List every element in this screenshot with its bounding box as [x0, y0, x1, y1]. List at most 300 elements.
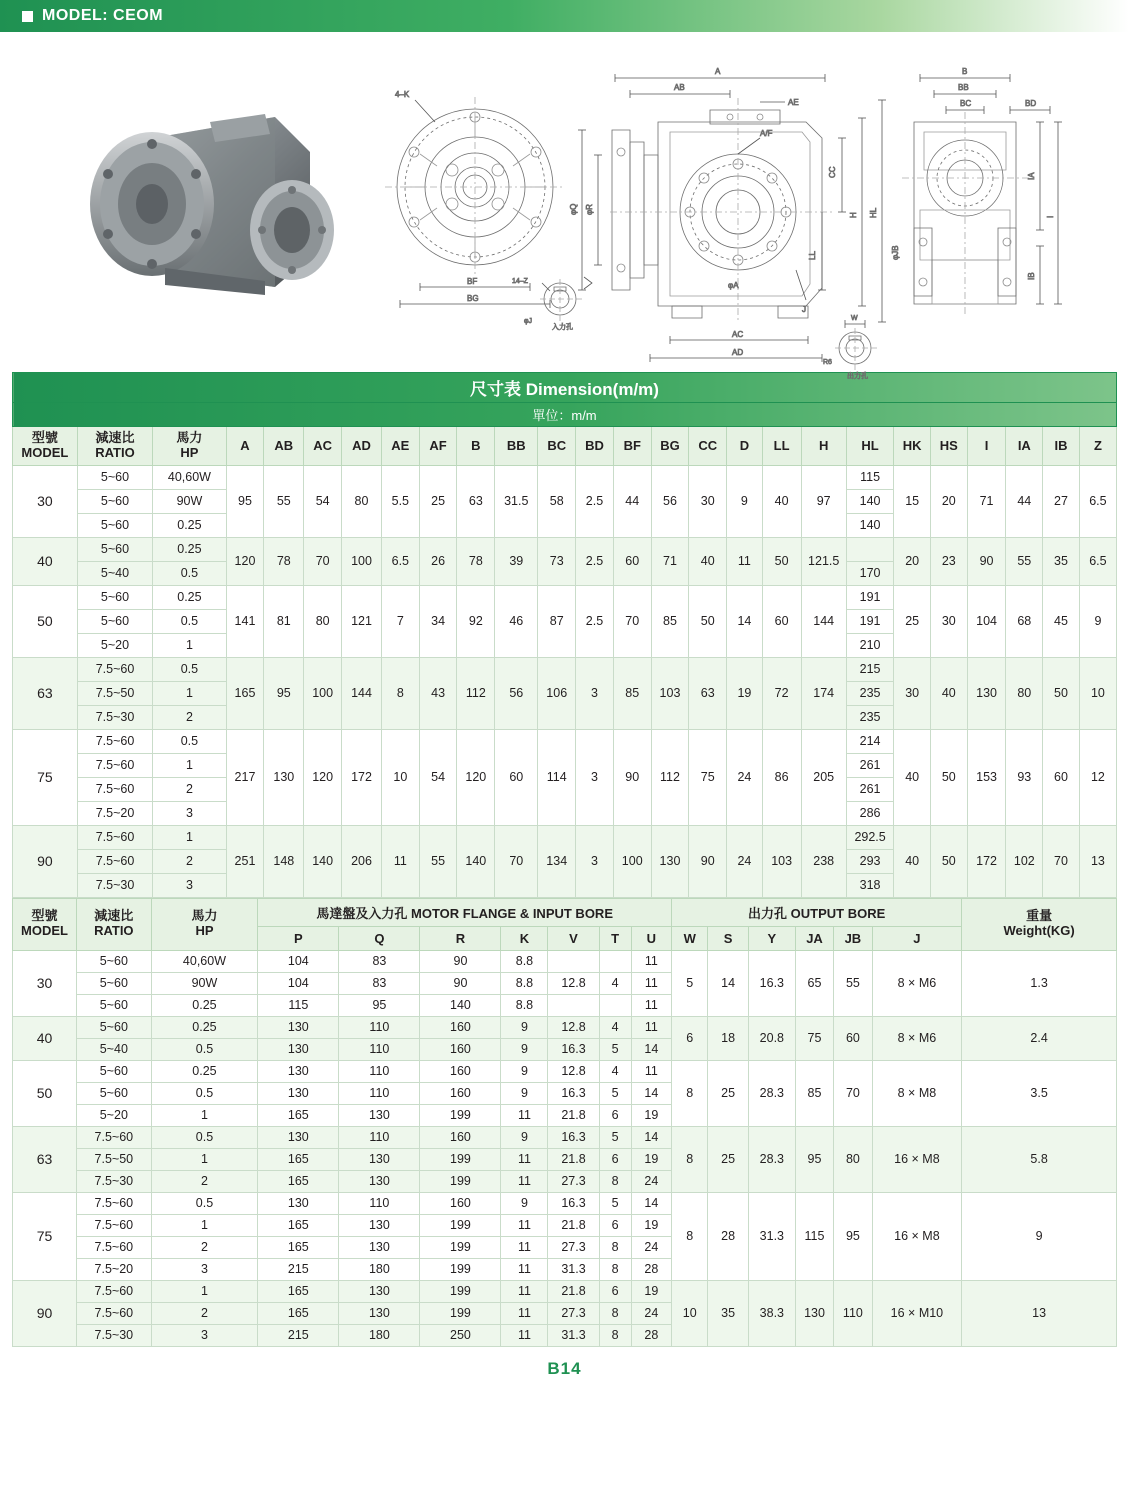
cell-V: [548, 950, 599, 972]
cell-HL: [846, 537, 893, 561]
cell-H: 205: [801, 729, 846, 825]
cell-U: 11: [631, 972, 672, 994]
cell-hp: 2: [151, 1170, 258, 1192]
cell-K: 11: [501, 1170, 548, 1192]
cell-JA: 115: [795, 1192, 833, 1280]
cell-hp: 2: [151, 1236, 258, 1258]
cell-P: 165: [258, 1104, 339, 1126]
cell-AE: 5.5: [381, 465, 419, 537]
cell-LL: 72: [762, 657, 801, 729]
svg-text:BC: BC: [960, 99, 972, 108]
cell-U: 28: [631, 1324, 672, 1346]
cell-T: 5: [599, 1082, 631, 1104]
cell-hp: 1: [153, 633, 226, 657]
cell-HS: 20: [930, 465, 967, 537]
cell-BC: 87: [538, 585, 576, 657]
cell-weight: 13: [962, 1280, 1117, 1346]
cell-S: 14: [708, 950, 749, 1016]
cell-CC: 30: [689, 465, 727, 537]
cell-I: 153: [967, 729, 1006, 825]
svg-text:HL: HL: [869, 207, 878, 218]
cell-HL: 191: [846, 609, 893, 633]
cell-IB: 35: [1043, 537, 1080, 585]
header-col-AF: AF: [419, 427, 457, 466]
dimension-table: [12, 372, 1117, 898]
cell-V: 16.3: [548, 1192, 599, 1214]
cell-weight: 3.5: [962, 1060, 1117, 1126]
cell-Q: 110: [339, 1016, 420, 1038]
cell-AC: 80: [304, 585, 342, 657]
cell-T: 5: [599, 1192, 631, 1214]
cell-ratio: 7.5~60: [76, 1236, 151, 1258]
svg-text:BG: BG: [467, 294, 479, 303]
cell-V: 21.8: [548, 1214, 599, 1236]
cell-hp: 0.25: [151, 1016, 258, 1038]
cell-hp: 1: [153, 681, 226, 705]
cell-Z: 9: [1079, 585, 1116, 657]
cell-R: 199: [420, 1280, 501, 1302]
cell-T: 4: [599, 1060, 631, 1082]
cell-R: 250: [420, 1324, 501, 1346]
cell-AC: 70: [304, 537, 342, 585]
cell-T: 8: [599, 1302, 631, 1324]
svg-text:A: A: [715, 67, 721, 76]
cell-AC: 54: [304, 465, 342, 537]
cell-HK: 40: [894, 825, 931, 897]
cell-HL: 286: [846, 801, 893, 825]
table-row: [13, 1280, 1117, 1302]
cell-AE: 6.5: [381, 537, 419, 585]
cell-K: 11: [501, 1280, 548, 1302]
cell-Z: 6.5: [1079, 465, 1116, 537]
cell-K: 9: [501, 1126, 548, 1148]
dimension-table-wrap: [0, 372, 1129, 1347]
cell-BG: 71: [651, 537, 689, 585]
header-col-B: B: [457, 427, 495, 466]
cell-CC: 50: [689, 585, 727, 657]
cell-Y: 28.3: [748, 1126, 795, 1192]
cell-ratio: 5~20: [77, 633, 153, 657]
cell-B: 92: [457, 585, 495, 657]
cell-Q: 180: [339, 1324, 420, 1346]
illustration-area: [0, 32, 1129, 380]
cell-IA: 93: [1006, 729, 1043, 825]
svg-text:φA: φA: [728, 281, 739, 290]
cell-Y: 38.3: [748, 1280, 795, 1346]
cell-ratio: 5~60: [77, 465, 153, 489]
cell-weight: 9: [962, 1192, 1117, 1280]
cell-hp: 0.5: [153, 657, 226, 681]
cell-D: 11: [727, 537, 763, 585]
header-col-IB: IB: [1043, 427, 1080, 466]
cell-BG: 85: [651, 585, 689, 657]
header-motor-flange-group: 馬達盤及入力孔 MOTOR FLANGE & INPUT BORE: [258, 898, 672, 926]
cell-Q: 83: [339, 972, 420, 994]
cell-hp: 1: [153, 753, 226, 777]
cell-V: 27.3: [548, 1236, 599, 1258]
cell-P: 130: [258, 1038, 339, 1060]
header-col-T: T: [599, 926, 631, 950]
table-row: [13, 1016, 1117, 1038]
cell-ratio: 7.5~30: [77, 705, 153, 729]
cell-K: 9: [501, 1016, 548, 1038]
header-col-AB: AB: [264, 427, 304, 466]
cell-T: 8: [599, 1236, 631, 1258]
header-col-AD: AD: [342, 427, 382, 466]
svg-text:H: H: [849, 212, 858, 218]
cell-U: 11: [631, 1016, 672, 1038]
cell-HK: 30: [894, 657, 931, 729]
cell-HL: 235: [846, 705, 893, 729]
cell-B: 78: [457, 537, 495, 585]
cell-ratio: 5~20: [76, 1104, 151, 1126]
svg-text:CC: CC: [828, 166, 837, 178]
cell-hp: 0.25: [153, 513, 226, 537]
cell-model: 63: [13, 1126, 77, 1192]
cell-hp: 2: [153, 777, 226, 801]
cell-LL: 60: [762, 585, 801, 657]
cell-AF: 55: [419, 825, 457, 897]
cell-H: 97: [801, 465, 846, 537]
svg-text:B: B: [962, 67, 968, 76]
cell-AD: 172: [342, 729, 382, 825]
cell-hp: 90W: [153, 489, 226, 513]
table-row: [13, 1126, 1117, 1148]
cell-B: 112: [457, 657, 495, 729]
cell-BC: 106: [538, 657, 576, 729]
cell-V: 31.3: [548, 1258, 599, 1280]
cell-A: 95: [226, 465, 264, 537]
cell-IB: 70: [1043, 825, 1080, 897]
header-ratio: 減速比 RATIO: [76, 898, 151, 950]
cell-BF: 44: [613, 465, 651, 537]
cell-JB: 80: [834, 1126, 872, 1192]
cell-T: 6: [599, 1280, 631, 1302]
header-col-LL: LL: [762, 427, 801, 466]
header-col-D: D: [727, 427, 763, 466]
cell-T: 5: [599, 1126, 631, 1148]
cell-hp: 2: [153, 705, 226, 729]
cell-CC: 75: [689, 729, 727, 825]
cell-V: 12.8: [548, 1016, 599, 1038]
cell-ratio: 7.5~60: [77, 825, 153, 849]
cell-ratio: 7.5~60: [76, 1192, 151, 1214]
svg-text:IA: IA: [1027, 172, 1036, 180]
cell-P: 130: [258, 1192, 339, 1214]
cell-hp: 1: [153, 825, 226, 849]
table-row: [13, 950, 1117, 972]
cell-Q: 130: [339, 1104, 420, 1126]
cell-K: 8.8: [501, 994, 548, 1016]
cell-ratio: 5~40: [76, 1038, 151, 1060]
cell-hp: 0.5: [153, 561, 226, 585]
cell-HL: 261: [846, 753, 893, 777]
cell-V: 27.3: [548, 1302, 599, 1324]
cell-BB: 46: [495, 585, 538, 657]
cell-U: 11: [631, 1060, 672, 1082]
header-col-U: U: [631, 926, 672, 950]
cell-R: 199: [420, 1214, 501, 1236]
cell-V: 16.3: [548, 1038, 599, 1060]
cell-AE: 10: [381, 729, 419, 825]
cell-IB: 60: [1043, 729, 1080, 825]
cell-Y: 31.3: [748, 1192, 795, 1280]
cell-BD: 2.5: [576, 537, 614, 585]
cell-ratio: 5~60: [77, 585, 153, 609]
cell-Z: 6.5: [1079, 537, 1116, 585]
cell-JB: 110: [834, 1280, 872, 1346]
cell-R: 160: [420, 1060, 501, 1082]
cell-Q: 110: [339, 1038, 420, 1060]
cell-BC: 73: [538, 537, 576, 585]
cell-weight: 1.3: [962, 950, 1117, 1016]
cell-U: 11: [631, 994, 672, 1016]
cell-D: 24: [727, 825, 763, 897]
cell-BC: 134: [538, 825, 576, 897]
cell-S: 25: [708, 1060, 749, 1126]
header-col-V: V: [548, 926, 599, 950]
cell-P: 215: [258, 1324, 339, 1346]
header-col-H: H: [801, 427, 846, 466]
cell-BG: 112: [651, 729, 689, 825]
cell-Q: 95: [339, 994, 420, 1016]
cell-D: 19: [727, 657, 763, 729]
svg-text:IB: IB: [1027, 272, 1036, 280]
cell-LL: 50: [762, 537, 801, 585]
cell-hp: 1: [151, 1214, 258, 1236]
dimension-table-subtitle: 單位：m/m: [13, 403, 1117, 427]
svg-text:AC: AC: [732, 330, 744, 339]
cell-BB: 31.5: [495, 465, 538, 537]
cell-H: 121.5: [801, 537, 846, 585]
cell-ratio: 7.5~20: [76, 1258, 151, 1280]
header-model: 型號 MODEL: [13, 898, 77, 950]
cell-V: 16.3: [548, 1126, 599, 1148]
header-col-HL: HL: [846, 427, 893, 466]
cell-weight: 5.8: [962, 1126, 1117, 1192]
cell-BF: 90: [613, 729, 651, 825]
cell-model: 90: [13, 825, 78, 897]
svg-text:入力孔: 入力孔: [552, 324, 573, 331]
cell-S: 18: [708, 1016, 749, 1060]
header-col-S: S: [708, 926, 749, 950]
cell-ratio: 7.5~30: [76, 1170, 151, 1192]
header-col-AC: AC: [304, 427, 342, 466]
cell-ratio: 7.5~50: [76, 1148, 151, 1170]
cell-HL: 261: [846, 777, 893, 801]
cell-hp: 1: [151, 1280, 258, 1302]
header-col-BF: BF: [613, 427, 651, 466]
cell-I: 90: [967, 537, 1006, 585]
cell-ratio: 7.5~60: [77, 657, 153, 681]
cell-hp: 0.5: [151, 1038, 258, 1060]
cell-AC: 100: [304, 657, 342, 729]
cell-R: 199: [420, 1148, 501, 1170]
cell-B: 120: [457, 729, 495, 825]
header-hp: 馬力 HP: [151, 898, 258, 950]
cell-P: 104: [258, 950, 339, 972]
cell-HL: 170: [846, 561, 893, 585]
cell-CC: 40: [689, 537, 727, 585]
cell-JB: 60: [834, 1016, 872, 1060]
cell-BF: 60: [613, 537, 651, 585]
header-hp: 馬力 HP: [153, 427, 226, 466]
header-col-W: W: [672, 926, 708, 950]
cell-ratio: 5~60: [77, 537, 153, 561]
cell-V: 21.8: [548, 1148, 599, 1170]
header-col-P: P: [258, 926, 339, 950]
cell-K: 8.8: [501, 972, 548, 994]
cell-AB: 78: [264, 537, 304, 585]
cell-ratio: 7.5~60: [77, 753, 153, 777]
cell-P: 104: [258, 972, 339, 994]
cell-hp: 90W: [151, 972, 258, 994]
cell-AF: 26: [419, 537, 457, 585]
cell-U: 11: [631, 950, 672, 972]
cell-P: 165: [258, 1236, 339, 1258]
header-square-icon: [22, 11, 33, 22]
cell-hp: 0.25: [153, 585, 226, 609]
header-col-CC: CC: [689, 427, 727, 466]
cell-S: 28: [708, 1192, 749, 1280]
cell-BD: 3: [576, 825, 614, 897]
cell-I: 130: [967, 657, 1006, 729]
cell-P: 115: [258, 994, 339, 1016]
cell-Q: 130: [339, 1236, 420, 1258]
cell-HK: 20: [894, 537, 931, 585]
cell-ratio: 5~60: [76, 994, 151, 1016]
svg-text:14–Z: 14–Z: [512, 278, 528, 285]
bore-table-group-header-row: [13, 898, 1117, 926]
cell-R: 90: [420, 950, 501, 972]
cell-B: 63: [457, 465, 495, 537]
cell-U: 19: [631, 1214, 672, 1236]
cell-D: 9: [727, 465, 763, 537]
cell-P: 130: [258, 1126, 339, 1148]
header-col-BC: BC: [538, 427, 576, 466]
cell-A: 251: [226, 825, 264, 897]
cell-hp: 0.5: [151, 1126, 258, 1148]
cell-P: 165: [258, 1214, 339, 1236]
table-row: [13, 729, 1117, 753]
cell-AF: 43: [419, 657, 457, 729]
cell-P: 130: [258, 1016, 339, 1038]
header-col-BG: BG: [651, 427, 689, 466]
cell-model: 50: [13, 1060, 77, 1126]
header-col-A: A: [226, 427, 264, 466]
svg-text:I: I: [1046, 215, 1055, 218]
cell-J: 16 × M8: [872, 1126, 962, 1192]
cell-Q: 130: [339, 1170, 420, 1192]
cell-hp: 3: [151, 1324, 258, 1346]
cell-weight: 2.4: [962, 1016, 1117, 1060]
svg-text:A/F: A/F: [760, 129, 773, 138]
model-title: MODEL: CEOM: [42, 7, 164, 24]
cell-T: 4: [599, 972, 631, 994]
cell-U: 14: [631, 1126, 672, 1148]
cell-Q: 180: [339, 1258, 420, 1280]
cell-K: 11: [501, 1236, 548, 1258]
table-row: [13, 1060, 1117, 1082]
cell-T: 8: [599, 1258, 631, 1280]
cell-hp: 2: [151, 1302, 258, 1324]
cell-hp: 2: [153, 849, 226, 873]
cell-AD: 80: [342, 465, 382, 537]
svg-text:出力孔: 出力孔: [847, 373, 868, 380]
cell-U: 14: [631, 1038, 672, 1060]
cell-HS: 40: [930, 657, 967, 729]
cell-R: 160: [420, 1082, 501, 1104]
svg-text:AE: AE: [788, 98, 799, 107]
cell-Q: 110: [339, 1082, 420, 1104]
cell-LL: 86: [762, 729, 801, 825]
cell-BF: 85: [613, 657, 651, 729]
cell-V: 31.3: [548, 1324, 599, 1346]
cell-hp: 40,60W: [151, 950, 258, 972]
cell-K: 11: [501, 1214, 548, 1236]
svg-text:BD: BD: [1025, 99, 1037, 108]
cell-AB: 130: [264, 729, 304, 825]
cell-BB: 39: [495, 537, 538, 585]
cell-HS: 23: [930, 537, 967, 585]
cell-hp: 3: [153, 801, 226, 825]
cell-A: 120: [226, 537, 264, 585]
cell-Q: 130: [339, 1302, 420, 1324]
header-col-IA: IA: [1006, 427, 1043, 466]
cell-U: 19: [631, 1280, 672, 1302]
svg-text:AD: AD: [732, 348, 744, 357]
cell-ratio: 5~40: [77, 561, 153, 585]
cell-V: 12.8: [548, 1060, 599, 1082]
cell-K: 9: [501, 1038, 548, 1060]
dimension-table-title-row: [13, 373, 1117, 403]
svg-text:φJB: φJB: [891, 245, 900, 260]
table-row: [13, 537, 1117, 561]
cell-BF: 70: [613, 585, 651, 657]
dimension-table-subtitle-row: [13, 403, 1117, 427]
cell-JA: 85: [795, 1060, 833, 1126]
cell-AB: 81: [264, 585, 304, 657]
cell-W: 6: [672, 1016, 708, 1060]
cell-Y: 20.8: [748, 1016, 795, 1060]
cell-BG: 56: [651, 465, 689, 537]
cell-model: 75: [13, 729, 78, 825]
cell-Z: 13: [1079, 825, 1116, 897]
cell-BG: 103: [651, 657, 689, 729]
header-col-K: K: [501, 926, 548, 950]
cell-AB: 95: [264, 657, 304, 729]
cell-U: 24: [631, 1236, 672, 1258]
cell-JA: 65: [795, 950, 833, 1016]
cell-HS: 50: [930, 729, 967, 825]
page-header: [0, 0, 1129, 32]
table-row: [13, 1192, 1117, 1214]
cell-JB: 55: [834, 950, 872, 1016]
cell-U: 24: [631, 1302, 672, 1324]
cell-A: 141: [226, 585, 264, 657]
header-model: 型號 MODEL: [13, 427, 78, 466]
cell-CC: 90: [689, 825, 727, 897]
cell-IA: 44: [1006, 465, 1043, 537]
page-number: B14: [547, 1358, 582, 1378]
cell-W: 8: [672, 1126, 708, 1192]
table-row: [13, 657, 1117, 681]
cell-HK: 40: [894, 729, 931, 825]
cell-LL: 103: [762, 825, 801, 897]
cell-T: 6: [599, 1214, 631, 1236]
cell-HL: 293: [846, 849, 893, 873]
cell-U: 14: [631, 1082, 672, 1104]
